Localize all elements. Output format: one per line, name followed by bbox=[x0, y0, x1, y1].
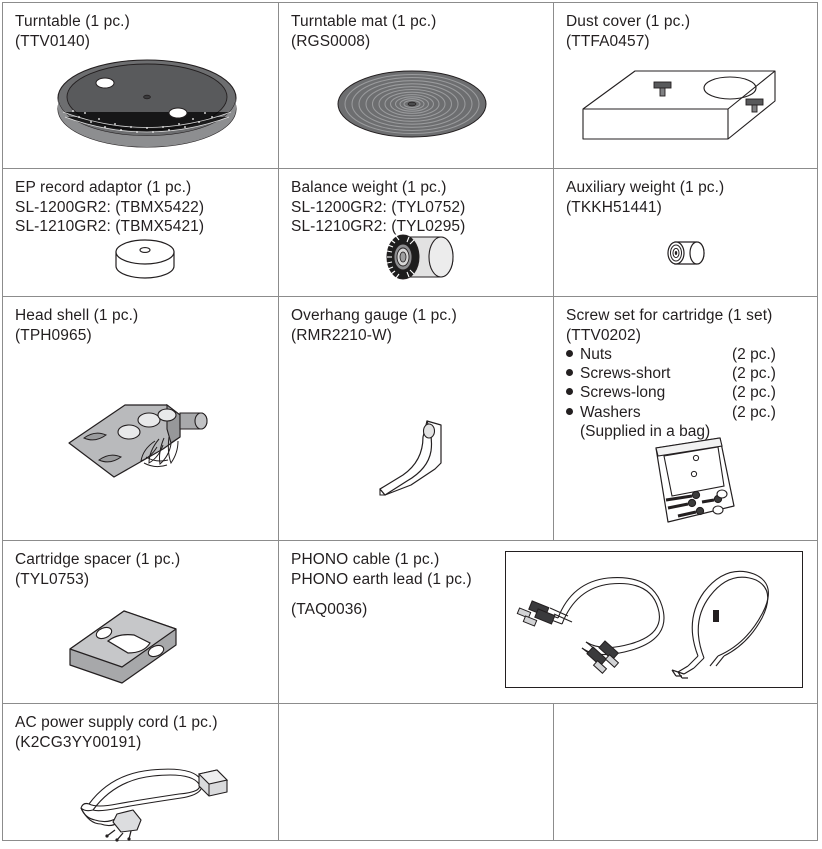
cell-overhang-gauge bbox=[279, 297, 554, 541]
bullet-icon bbox=[566, 408, 573, 415]
table-row bbox=[3, 169, 818, 297]
auxiliary-weight-illustration bbox=[664, 237, 712, 269]
earth-lead bbox=[688, 571, 768, 668]
phono-cable-label: PHONO cable (1 pc.) bbox=[291, 551, 440, 568]
cell-empty-2 bbox=[554, 704, 818, 841]
content-label: Nuts bbox=[580, 346, 612, 364]
cell-screw-set bbox=[554, 297, 818, 541]
cell-ep-record-adaptor bbox=[3, 169, 279, 297]
bullet-icon bbox=[566, 388, 573, 395]
ep-record-adaptor-illustration bbox=[108, 235, 182, 283]
turntable-mat-label: Turntable mat (1 pc.) bbox=[291, 13, 437, 30]
cell-head-shell bbox=[3, 297, 279, 541]
turntable-part-number: (TTV0140) bbox=[15, 32, 90, 50]
content-qty: (2 pc.) bbox=[732, 403, 776, 421]
cell-dust-cover bbox=[554, 3, 818, 169]
list-item bbox=[566, 364, 817, 383]
head-shell-part-number: (TPH0965) bbox=[15, 326, 92, 344]
list-item bbox=[566, 345, 817, 364]
list-item bbox=[566, 403, 817, 422]
cartridge-spacer-illustration bbox=[58, 593, 193, 693]
content-label: Screws-short bbox=[580, 365, 671, 383]
overhang-gauge-part-number: (RMR2210-W) bbox=[291, 326, 392, 344]
screw-set-note: (Supplied in a bag) bbox=[580, 422, 711, 440]
screw-bag-illustration bbox=[634, 432, 744, 532]
overhang-gauge-illustration bbox=[371, 415, 461, 505]
cell-cartridge-spacer bbox=[3, 541, 279, 704]
content-label: Washers bbox=[580, 403, 641, 421]
dust-cover-label: Dust cover (1 pc.) bbox=[566, 13, 691, 30]
turntable-mat-part-number: (RGS0008) bbox=[291, 32, 371, 50]
list-item bbox=[566, 383, 817, 402]
ep-adaptor-label: EP record adaptor (1 pc.) bbox=[15, 179, 192, 196]
overhang-gauge-label: Overhang gauge (1 pc.) bbox=[291, 307, 457, 324]
dust-cover-illustration bbox=[578, 59, 788, 149]
ac-power-cord-illustration bbox=[41, 754, 241, 834]
head-shell-label: Head shell (1 pc.) bbox=[15, 307, 139, 324]
content-label: Screws-long bbox=[580, 384, 666, 402]
iec-connector bbox=[199, 770, 227, 796]
screw-set-part-number: (TTV0202) bbox=[566, 326, 641, 344]
bullet-icon bbox=[566, 369, 573, 376]
screw-set-label: Screw set for cartridge (1 set) bbox=[566, 307, 773, 324]
ep-adaptor-variant-1210: SL-1210GR2: (TBMX5421) bbox=[15, 218, 205, 236]
phono-illustration-box bbox=[505, 551, 803, 688]
turntable-platter-illustration bbox=[55, 51, 240, 151]
content-qty: (2 pc.) bbox=[732, 365, 776, 383]
bullet-icon bbox=[566, 350, 573, 357]
parts-list-sheet bbox=[0, 2, 822, 849]
table-row bbox=[3, 541, 818, 704]
table-row bbox=[3, 704, 818, 841]
head-shell-illustration bbox=[51, 389, 211, 494]
turntable-label: Turntable (1 pc.) bbox=[15, 13, 130, 30]
ac-cord-label: AC power supply cord (1 pc.) bbox=[15, 714, 218, 731]
balance-weight-variant-1210: SL-1210GR2: (TYL0295) bbox=[291, 218, 466, 236]
phono-cable-and-earth-lead-illustration bbox=[512, 560, 797, 682]
phono-earth-lead-label: PHONO earth lead (1 pc.) bbox=[291, 570, 472, 588]
dust-cover-part-number: (TTFA0457) bbox=[566, 32, 650, 50]
phono-part-number: (TAQ0036) bbox=[291, 601, 368, 619]
turntable-mat-illustration bbox=[337, 65, 487, 143]
cell-ac-power-cord bbox=[3, 704, 279, 841]
table-row bbox=[3, 3, 818, 169]
ep-adaptor-variant-1200: SL-1200GR2: (TBMX5422) bbox=[15, 198, 205, 216]
parts-table bbox=[2, 2, 818, 841]
cell-turntable bbox=[3, 3, 279, 169]
balance-weight-label: Balance weight (1 pc.) bbox=[291, 179, 447, 196]
balance-weight-illustration bbox=[379, 231, 463, 283]
cell-empty-1 bbox=[279, 704, 554, 841]
cell-turntable-mat bbox=[279, 3, 554, 169]
cell-phono-cable bbox=[279, 541, 818, 704]
ac-cord-part-number: (K2CG3YY00191) bbox=[15, 733, 142, 751]
cell-auxiliary-weight bbox=[554, 169, 818, 297]
spade-terminal bbox=[672, 666, 694, 678]
balance-weight-variant-1200: SL-1200GR2: (TYL0752) bbox=[291, 198, 466, 216]
cell-balance-weight bbox=[279, 169, 554, 297]
auxiliary-weight-label: Auxiliary weight (1 pc.) bbox=[566, 179, 725, 196]
content-qty: (2 pc.) bbox=[732, 384, 776, 402]
screw-set-contents-list bbox=[566, 345, 817, 422]
table-row bbox=[3, 297, 818, 541]
cartridge-spacer-label: Cartridge spacer (1 pc.) bbox=[15, 551, 181, 568]
auxiliary-weight-part-number: (TKKH51441) bbox=[566, 198, 662, 216]
content-qty: (2 pc.) bbox=[732, 346, 776, 364]
cartridge-spacer-part-number: (TYL0753) bbox=[15, 570, 90, 588]
